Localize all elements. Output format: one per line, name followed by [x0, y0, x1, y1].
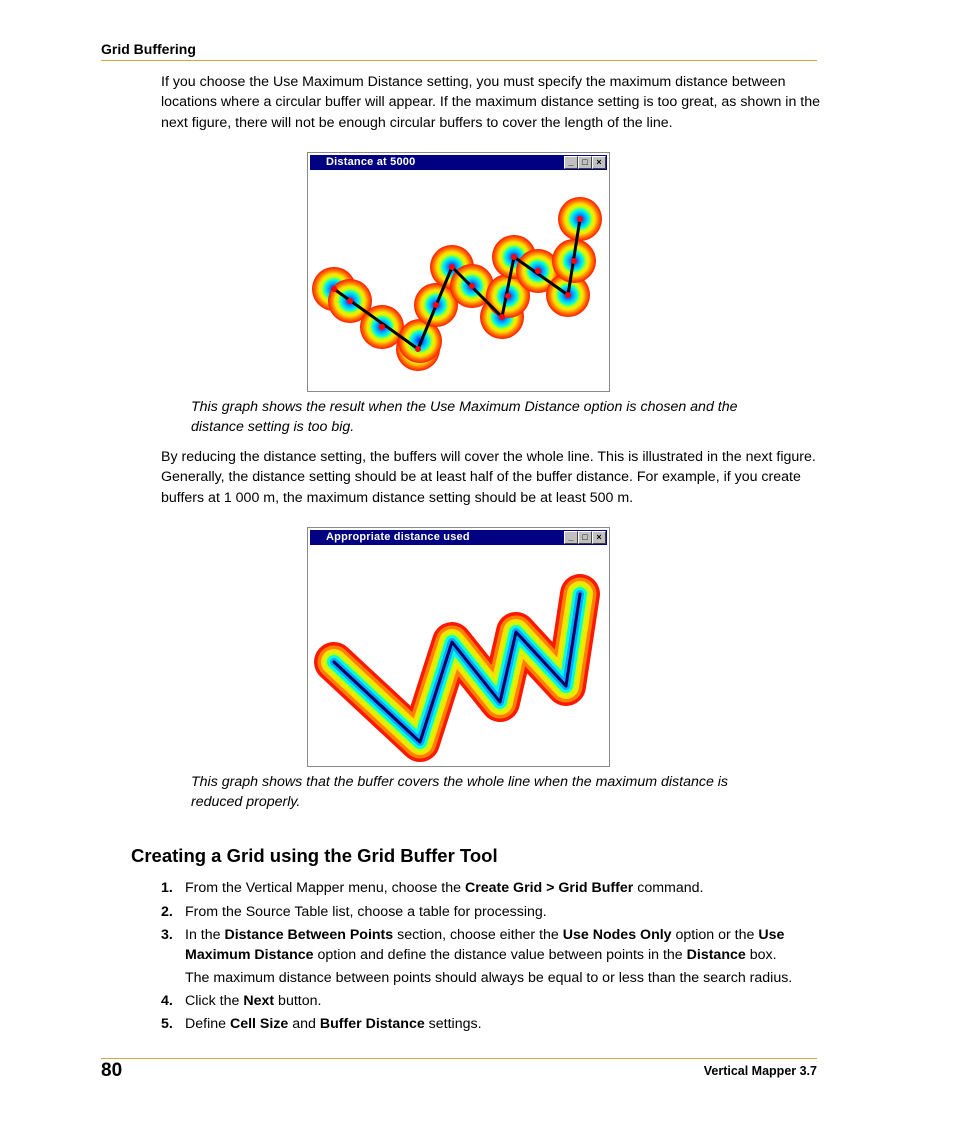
continuous-buffer [334, 594, 580, 742]
window-titlebar [310, 155, 607, 170]
step-text: From the Source Table list, choose a table for processing. [185, 904, 547, 920]
window-titlebar [310, 530, 607, 545]
step-text: From the Vertical Mapper menu, choose the Create Grid > Grid Buffer command. [185, 880, 704, 896]
maximize-button[interactable]: □ [578, 531, 592, 544]
header-title: Grid Buffering [101, 41, 196, 57]
node-point [331, 286, 337, 292]
step-number: 3. [161, 927, 173, 943]
circular-buffers [312, 197, 602, 371]
step-text: In the Distance Between Points section, choose either the Use Nodes Only option or the Use Maximum Distance option and define the distance value between points in the Distance box. [185, 927, 785, 964]
step-text: Define Cell Size and Buffer Distance settings. [185, 1016, 482, 1032]
node-point [379, 324, 385, 330]
step-text: Click the Next button. [185, 993, 322, 1009]
node-point [505, 293, 511, 299]
node-point [449, 264, 455, 270]
node-point [469, 283, 475, 289]
figure-window-appropriate-distance [307, 527, 610, 767]
node-point [577, 216, 583, 222]
figure-window-distance-5000 [307, 152, 610, 392]
footer-rule [101, 1058, 817, 1059]
minimize-button[interactable]: _ [564, 156, 578, 169]
step-3-note: The maximum distance between points should always be equal to or less than the search radius. [185, 970, 793, 986]
map-canvas [310, 546, 607, 764]
figure2-caption: This graph shows that the buffer covers the whole line when the maximum distance is reduced properly. [191, 774, 729, 811]
figure1-caption: This graph shows the result when the Use Maximum Distance option is chosen and the distance setting is too big. [191, 399, 738, 436]
step-number: 4. [161, 993, 173, 1009]
node-point [535, 268, 541, 274]
close-button[interactable]: × [592, 531, 606, 544]
section-heading: Creating a Grid using the Grid Buffer Tool [131, 845, 498, 866]
node-point [511, 254, 517, 260]
page-number: 80 [101, 1060, 123, 1081]
product-name: Vertical Mapper 3.7 [703, 1064, 817, 1078]
buffer-map-continuous [310, 546, 607, 764]
page-header [101, 40, 817, 61]
window-title: Distance at 5000 [326, 156, 416, 168]
node-point [415, 346, 421, 352]
window-title: Appropriate distance used [326, 531, 470, 543]
step-number: 1. [161, 880, 173, 896]
middle-paragraph: By reducing the distance setting, the buffers will cover the whole line. This is illustrated in the next figure. Generally, the distance setting should be at least half of the buffer distance. For example, if you create buffers at 1 000 m, the maximum distance setting should be at least 500 m. [161, 449, 816, 506]
map-canvas [310, 171, 607, 389]
intro-paragraph: If you choose the Use Maximum Distance setting, you must specify the maximum distance between locations where a circular buffer will appear. If the maximum distance setting is too great, as shown in the next figure, there will not be enough circular buffers to cover the length of the line. [161, 74, 820, 131]
maximize-button[interactable]: □ [578, 156, 592, 169]
node-point [347, 298, 353, 304]
step-number: 5. [161, 1016, 173, 1032]
node-point [571, 258, 577, 264]
minimize-button[interactable]: _ [564, 531, 578, 544]
node-point [565, 292, 571, 298]
close-button[interactable]: × [592, 156, 606, 169]
node-point [499, 314, 505, 320]
node-point [433, 302, 439, 308]
step-number: 2. [161, 904, 173, 920]
buffer-map-sparse [310, 171, 607, 389]
